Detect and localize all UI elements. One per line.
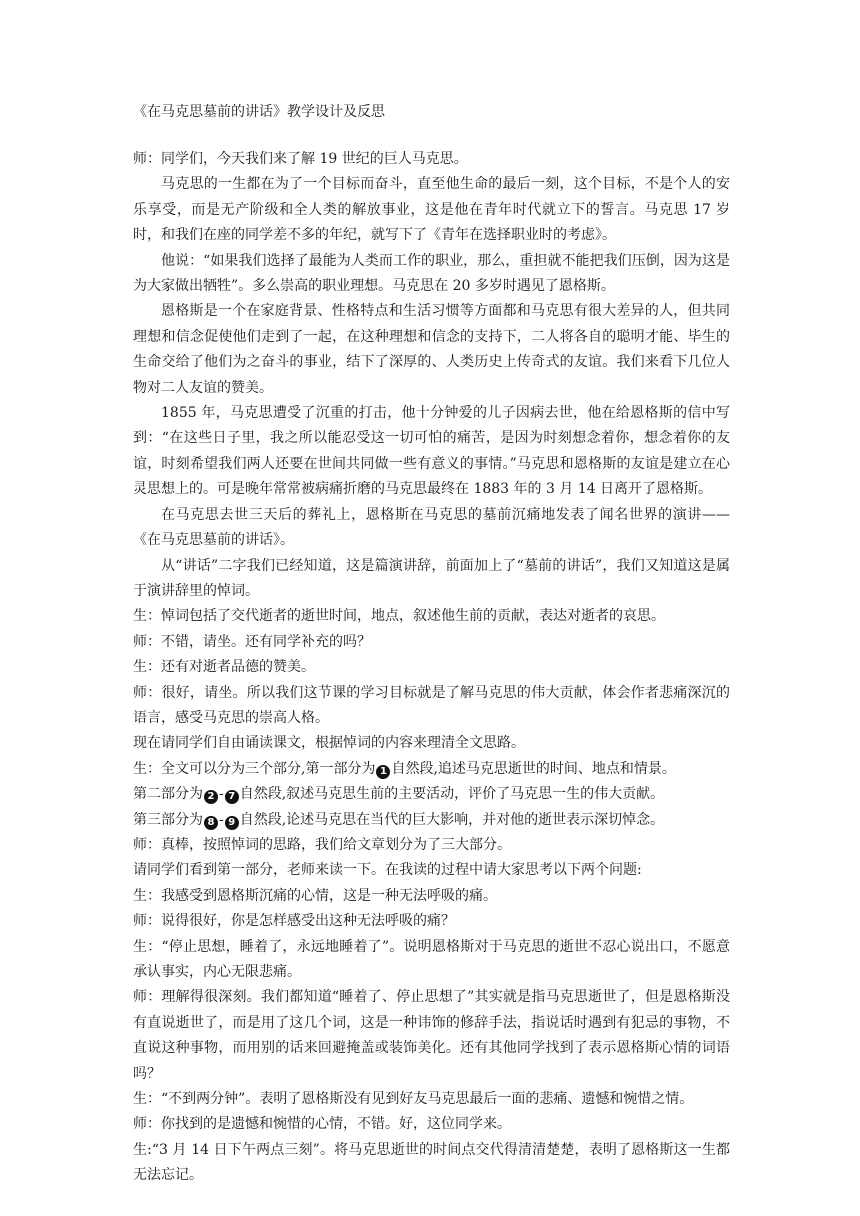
document-body-part-1 xyxy=(133,147,730,757)
structure-answer xyxy=(133,757,730,833)
paragraph: 师：真棒，按照悼词的思路，我们给文章划分为了三大部分。 xyxy=(133,836,511,853)
paragraph: 从“讲话”二字我们已经知道，这是篇演讲辞，前面加上了“墓前的讲话”，我们又知道这是属于演讲辞里的悼词。 xyxy=(133,557,730,599)
paragraph: 他说：“如果我们选择了最能为人类而工作的职业，那么，重担就不能把我们压倒，因为这是为大家做出牺牲”。多么崇高的职业理想。马克思在 20 多岁时遇见了恩格斯。 xyxy=(133,252,730,295)
structure-line-3 xyxy=(133,808,730,833)
paragraph: 生：“停止思想，睡着了，永远地睡着了”。说明恩格斯对于马克思的逝世不忍心说出口，不愿意承认事实，内心无限悲痛。 xyxy=(133,938,730,980)
paragraph: 1855 年，马克思遭受了沉重的打击，他十分钟爱的儿子因病去世，他在给恩格斯的信中写到：“在这些日子里，我之所以能忍受这一切可怕的痛苦，是因为时刻想念着你，想念着你的友谊，时刻希望我们两人还要在世间共同做一些有意义的事情。”马克思和恩格斯的友谊是建立在心灵思想上的。可是晚年常常被病痛折磨的马克思最终在 1883 年的 3 月 14 日离开了恩格斯。 xyxy=(133,405,730,498)
structure-line-text: 第二部分为 xyxy=(133,786,203,803)
paragraph: 生：悼词包括了交代逝者的逝世时间，地点，叙述他生前的贡献，表达对逝者的哀思。 xyxy=(133,608,665,625)
paragraph: 在马克思去世三天后的葬礼上，恩格斯在马克思的墓前沉痛地发表了闻名世界的演讲——《在马克思墓前的讲话》。 xyxy=(133,506,730,549)
structure-line-2 xyxy=(133,782,730,807)
structure-line-text: 自然段,叙述马克思生前的主要活动，评价了马克思一生的伟大贡献。 xyxy=(239,786,665,803)
document-body-part-2 xyxy=(133,833,730,1189)
title-spacer xyxy=(133,125,730,147)
structure-line-text: 自然段,论述马克思在当代的巨大影响，并对他的逝世表示深切悼念。 xyxy=(239,811,665,828)
paragraph: 生:“3 月 14 日下午两点三刻”。将马克思逝世的时间点交代得清清楚楚，表明了恩格斯这一生都无法忘记。 xyxy=(133,1141,730,1184)
paragraph: 马克思的一生都在为了一个目标而奋斗，直至他生命的最后一刻，这个目标，不是个人的安乐享受，而是无产阶级和全人类的解放事业，这是他在青年时代就立下的誓言。马克思 17 岁时，和我们在座的同学差不多的年纪，就写下了《青年在选择职业时的考虑》。 xyxy=(133,176,730,244)
structure-line-1 xyxy=(133,757,730,782)
circled-number-1: 1 xyxy=(376,765,390,779)
paragraph: 师：不错，请坐。还有同学补充的吗？ xyxy=(133,633,371,650)
paragraph: 生：我感受到恩格斯沉痛的心情，这是一种无法呼吸的痛。 xyxy=(133,887,497,904)
paragraph: 师：说得很好，你是怎样感受出这种无法呼吸的痛？ xyxy=(133,913,455,930)
circled-number-7: 7 xyxy=(225,790,239,804)
structure-line-text: 自然段,追述马克思逝世的时间、地点和情景。 xyxy=(391,760,676,777)
paragraph: 师：很好，请坐。所以我们这节课的学习目标就是了解马克思的伟大贡献，体会作者悲痛深沉的语言，感受马克思的崇高人格。 xyxy=(133,684,730,726)
structure-line-text: 第三部分为 xyxy=(133,811,203,828)
paragraph: 生：“不到两分钟”。表明了恩格斯没有见到好友马克思最后一面的悲痛、遗憾和惋惜之情。 xyxy=(133,1091,694,1108)
paragraph: 师：理解得很深刻。我们都知道“睡着了、停止思想了”其实就是指马克思逝世了，但是恩格斯没有直说逝世了，而是用了这几个词，这是一种讳饰的修辞手法，指说话时遇到有犯忌的事物，不直说这种事物，而用别的话来回避掩盖或装饰美化。还有其他同学找到了表示恩格斯心情的词语吗？ xyxy=(133,989,730,1082)
paragraph: 师：你找到的是遗憾和惋惜的心情，不错。好，这位同学来。 xyxy=(133,1116,511,1133)
range-dash: - xyxy=(219,786,224,803)
paragraph: 生：还有对逝者品德的赞美。 xyxy=(133,659,315,676)
paragraph: 请同学们看到第一部分，老师来读一下。在我读的过程中请大家思考以下两个问题: xyxy=(133,862,642,879)
range-dash: - xyxy=(219,811,224,828)
paragraph: 现在请同学们自由诵读课文，根据悼词的内容来理清全文思路。 xyxy=(133,735,525,752)
paragraph: 恩格斯是一个在家庭背景、性格特点和生活习惯等方面都和马克思有很大差异的人，但共同理想和信念促使他们走到了一起，在这种理想和信念的支持下，二人将各自的聪明才能、毕生的生命交给了他们为之奋斗的事业，结下了深厚的、人类历史上传奇式的友谊。我们来看下几位人物对二人友谊的赞美。 xyxy=(133,303,730,396)
circled-number-9: 9 xyxy=(225,816,239,830)
document-title: 《在马克思墓前的讲话》教学设计及反思 xyxy=(133,104,385,120)
circled-number-2: 2 xyxy=(204,790,218,804)
paragraph: 师：同学们，今天我们来了解 19 世纪的巨人马克思。 xyxy=(133,151,468,167)
circled-number-8: 8 xyxy=(204,816,218,830)
document-page xyxy=(133,100,730,1189)
structure-line-text: 生：全文可以分为三个部分,第一部分为 xyxy=(133,760,376,777)
